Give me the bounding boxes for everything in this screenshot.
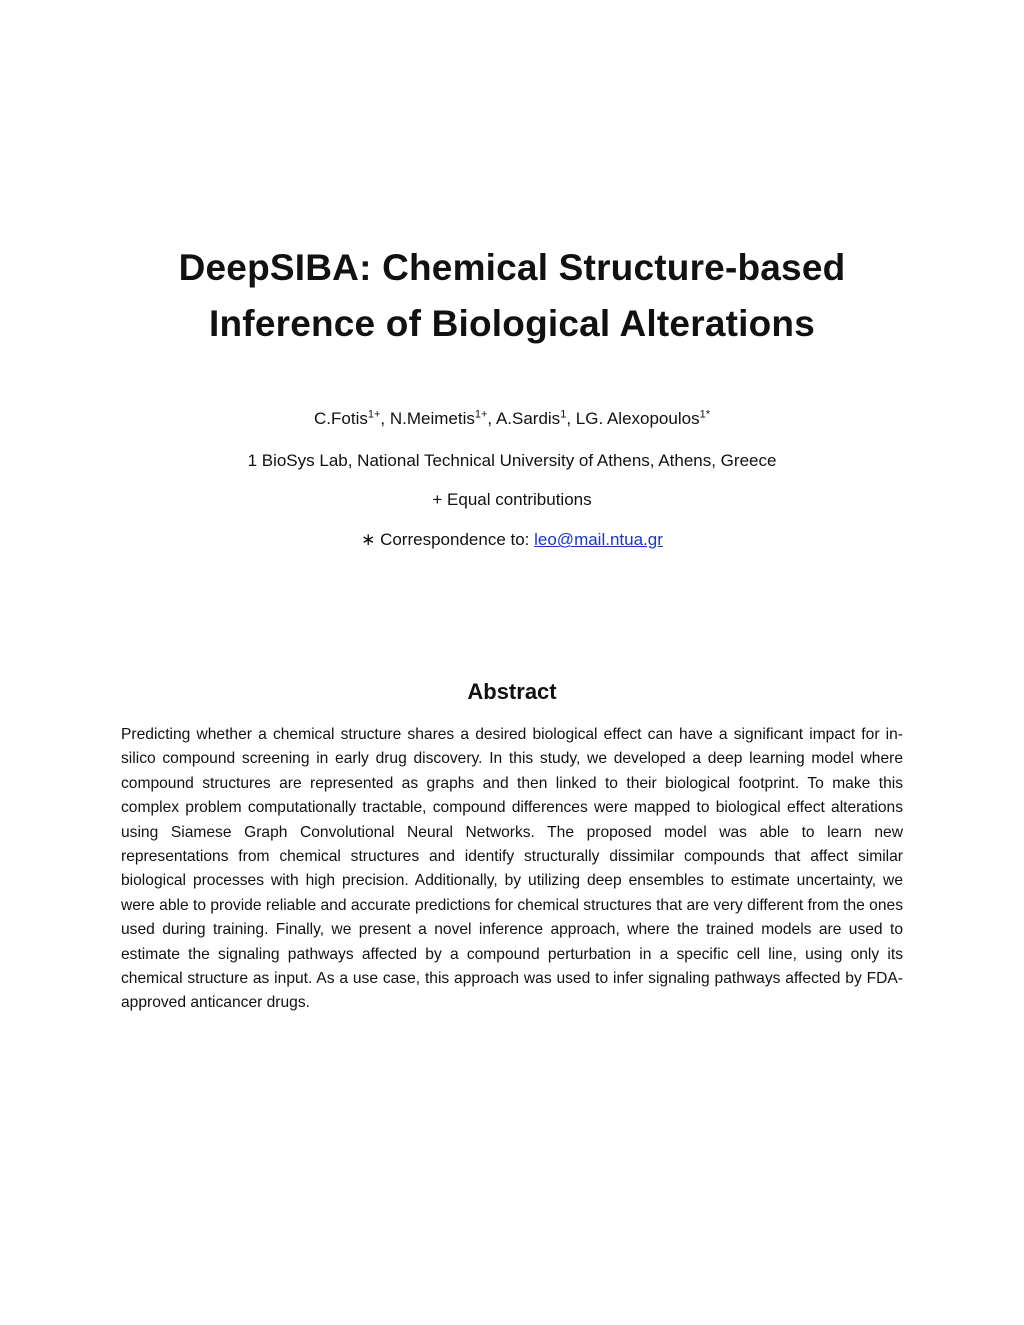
author-list [112,404,912,434]
author-name: N.Meimetis [389,409,475,428]
author-separator: , [380,409,390,428]
author-mark: 1* [699,408,710,421]
equal-contributions-note: + Equal contributions [432,490,592,509]
paper-title [112,240,912,352]
abstract-heading: Abstract [467,679,557,704]
author-mark: 1 [560,408,567,421]
author-mark: 1+ [474,408,488,421]
author-name: A.Sardis [495,409,561,428]
author-separator: , [487,409,496,428]
author-separator: , [566,409,576,428]
correspondence-line [112,526,912,554]
affiliation: 1 BioSys Lab, National Technical University of Athens, Athens, Greece [247,451,777,470]
author-mark: 1+ [367,408,381,421]
correspondence-email-link[interactable]: leo@mail.ntua.gr [534,530,663,549]
author-name: LG. Alexopoulos [575,409,700,428]
abstract-body: Predicting whether a chemical structure shares a desired biological effect can have a significant impact for in-silico compound screening in early drug discovery. In this study, we developed a deep learning model where compound structures are represented as graphs and then linked to their biological footprint. To make this complex problem computationally tractable, compound differences were mapped to biological effect alterations using Siamese Graph Convolutional Neural Networks. The proposed model was able to learn new representations from chemical structures and identify structurally dissimilar compounds that affect similar biological processes with high precision. Additionally, by utilizing deep ensembles to estimate uncertainty, we were able to provide reliable and accurate predictions for chemical structures that are very different from the ones used during training. Finally, we present a novel inference approach, where the trained models are used to estimate the signaling pathways affected by a compound perturbation in a specific cell line, using only its chemical structure as input. As a use case, this approach was used to infer signaling pathways affected by FDA-approved anticancer drugs. [121,726,903,1012]
correspondence-label: ∗ Correspondence to: [361,530,535,549]
title-line-1: DeepSIBA: Chemical Structure-based [178,247,846,288]
author-name: C.Fotis [314,409,368,428]
title-line-2: Inference of Biological Alterations [209,303,815,344]
